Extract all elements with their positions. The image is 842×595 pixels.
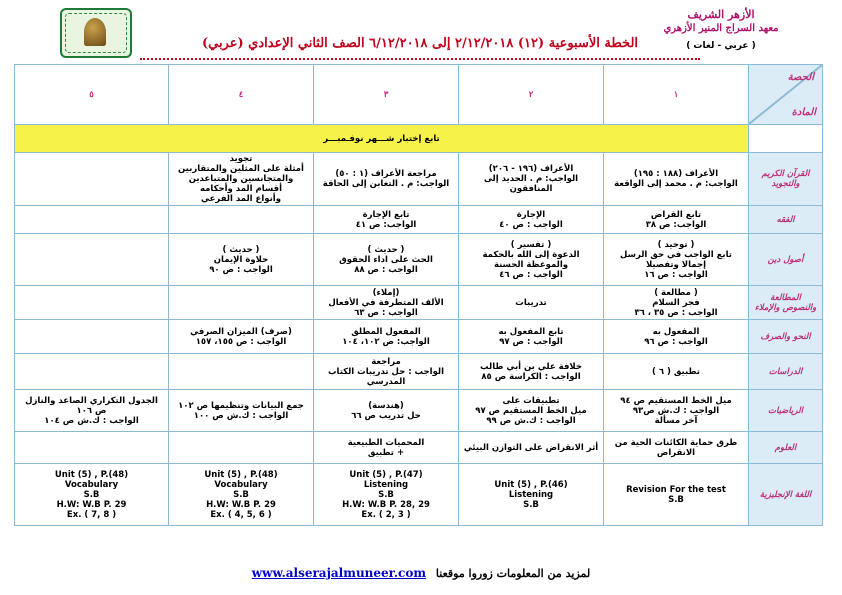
lesson-cell: طرق حماية الكائنات الحية من الانقراض: [604, 432, 749, 464]
header-line3: ( عربي - لغات ): [686, 41, 756, 51]
lesson-cell: المحميات الطبيعية + تطبيق: [314, 432, 459, 464]
lesson-cell: (إملاء) الألف المتطرفة في الأفعال الواجب : ص ٦٣: [314, 286, 459, 320]
lesson-cell: [15, 320, 169, 354]
lesson-cell: [169, 206, 314, 234]
banner-row: [15, 125, 823, 153]
subject-name: المطالعة والنصوص والإملاء: [749, 286, 823, 320]
lesson-cell: ( تفسير ) الدعوة إلى الله بالحكمة والموعظة الحسنة الواجب : ص ٤٦: [459, 234, 604, 286]
lesson-cell: ( حديث ) حلاوة الإيمان الواجب : ص ٩٠: [169, 234, 314, 286]
lesson-cell: المفعول المطلق الواجب: ص ١٠٢، ١٠٤: [314, 320, 459, 354]
subject-name: الدراسات: [749, 354, 823, 390]
subject-row: [15, 464, 823, 526]
lesson-cell: المفعول به الواجب : ص ٩٦: [604, 320, 749, 354]
lesson-cell: الأعراف (١٩٦ - ٢٠٦) الواجب: م . الحديد إلى المنافقون: [459, 153, 604, 206]
subject-name: الرياضيات: [749, 390, 823, 432]
exam-banner: تابع إختبار شـــهر نوفـمبـــر: [15, 125, 749, 153]
period-number: ١: [604, 65, 749, 125]
lesson-cell: Revision For the test S.B: [604, 464, 749, 526]
lesson-cell: [15, 286, 169, 320]
period-label: الحصة: [787, 72, 814, 83]
period-number: ٤: [169, 65, 314, 125]
lesson-cell: ( حديث ) الحث على اداء الحقوق الواجب : ص ٨٨: [314, 234, 459, 286]
banner-spacer: [749, 125, 823, 153]
subject-name: النحو والصرف: [749, 320, 823, 354]
lesson-cell: Unit (5) , P.(47) Listening S.B H.W: W.B P. 28, 29 Ex. ( 2, 3 ): [314, 464, 459, 526]
subject-label: المادة: [791, 107, 816, 118]
schedule-table: [14, 64, 823, 526]
subject-row: [15, 432, 823, 464]
period-number: ٢: [459, 65, 604, 125]
lesson-cell: (صرف) الميزان الصرفي الواجب : ص ١٥٥، ١٥٧: [169, 320, 314, 354]
lesson-cell: Unit (5) , P.(48) Vocabulary S.B H.W: W.B P. 29 Ex. ( 7, 8 ): [15, 464, 169, 526]
footer-text: لمزيد من المعلومات زوروا موقعنا: [435, 567, 591, 580]
subject-row: [15, 320, 823, 354]
lesson-cell: مراجعة الأعراف (١ : ٥٠) الواجب: م . التغابن إلى الحاقة: [314, 153, 459, 206]
lesson-cell: تجويد أمثلة على المثلين والمتقاربين والمتجانسين والمتباعدين أقسام المد وأحكامه وأنواع المد الفرعي: [169, 153, 314, 206]
subject-name: العلوم: [749, 432, 823, 464]
lesson-cell: [15, 234, 169, 286]
header-line1: الأزهر الشريف: [687, 8, 755, 21]
subject-name: القرآن الكريم والتجويد: [749, 153, 823, 206]
period-number: ٣: [314, 65, 459, 125]
header-line2: معهد السراج المنير الأزهري: [663, 23, 779, 34]
lesson-cell: تابع المفعول به الواجب : ص ٩٧: [459, 320, 604, 354]
period-header-row: [15, 65, 823, 125]
lesson-cell: ( توحيد ) تابع الواجب في حق الرسل إجمالا وتفصيلا الواجب : ص ١٦: [604, 234, 749, 286]
lesson-cell: [15, 153, 169, 206]
subject-name: اللغة الإنجليزية: [749, 464, 823, 526]
lesson-cell: خلافة علي بن أبي طالب الواجب : الكراسة ص ٨٥: [459, 354, 604, 390]
lesson-cell: تدريبات: [459, 286, 604, 320]
weekly-plan-title: الخطة الأسبوعية (١٢) ٢/١٢/٢٠١٨ إلى ٦/١٢/٢٠١٨ الصف الثاني الإعدادي (عربي): [201, 36, 639, 51]
lesson-cell: الجدول التكراري الصاعد والنازل ص ١٠٦ الواجب : ك.ش ص ١٠٤: [15, 390, 169, 432]
subject-row: [15, 206, 823, 234]
corner-cell: [749, 65, 823, 125]
subject-row: [15, 234, 823, 286]
lesson-cell: تابع القراض الواجب: ص ٣٨: [604, 206, 749, 234]
lesson-cell: الإجارة الواجب : ص ٤٠: [459, 206, 604, 234]
website-link[interactable]: www.alserajalmuneer.com: [251, 566, 427, 580]
lesson-cell: أثر الانقراض على التوازن البيئي: [459, 432, 604, 464]
lesson-cell: ( مطالعة ) فجر السلام الواجب : ص ٣٥ ، ٣٦: [604, 286, 749, 320]
footer: [0, 566, 842, 580]
title-divider: [140, 58, 700, 60]
lesson-cell: (هندسة) حل تدريب ص ٦٦: [314, 390, 459, 432]
lesson-cell: جمع البيانات وتنظيمها ص ١٠٢ الواجب : ك.ش ص ١٠٠: [169, 390, 314, 432]
subject-name: الفقه: [749, 206, 823, 234]
lesson-cell: [169, 286, 314, 320]
lesson-cell: Unit (5) , P.(48) Vocabulary S.B H.W: W.B P. 29 Ex. ( 4, 5, 6 ): [169, 464, 314, 526]
lesson-cell: ميل الخط المستقيم ص ٩٤ الواجب : ك.ش ص٩٣ آخر مسألة: [604, 390, 749, 432]
lesson-cell: [169, 354, 314, 390]
subject-row: [15, 354, 823, 390]
lesson-cell: [15, 354, 169, 390]
lesson-cell: تطبيق ( ٦ ): [604, 354, 749, 390]
lesson-cell: Unit (5) , P.(46) Listening S.B: [459, 464, 604, 526]
period-number: ٥: [15, 65, 169, 125]
lesson-cell: [15, 206, 169, 234]
subject-row: [15, 390, 823, 432]
lesson-cell: تطبيقات على ميل الخط المستقيم ص ٩٧ الواجب : ك.ش ص ٩٩: [459, 390, 604, 432]
lesson-cell: الأعراف (١٨٨ : ١٩٥) الواجب: م . محمد إلى الواقعة: [604, 153, 749, 206]
lesson-cell: [169, 432, 314, 464]
mosque-dome-icon: [84, 18, 106, 46]
lesson-cell: مراجعة الواجب : حل تدريبات الكتاب المدرسي: [314, 354, 459, 390]
subject-row: [15, 153, 823, 206]
subject-row: [15, 286, 823, 320]
school-logo: [60, 8, 132, 58]
subject-name: أصول دين: [749, 234, 823, 286]
lesson-cell: [15, 432, 169, 464]
lesson-cell: تابع الإجارة الواجب: ص ٤١: [314, 206, 459, 234]
